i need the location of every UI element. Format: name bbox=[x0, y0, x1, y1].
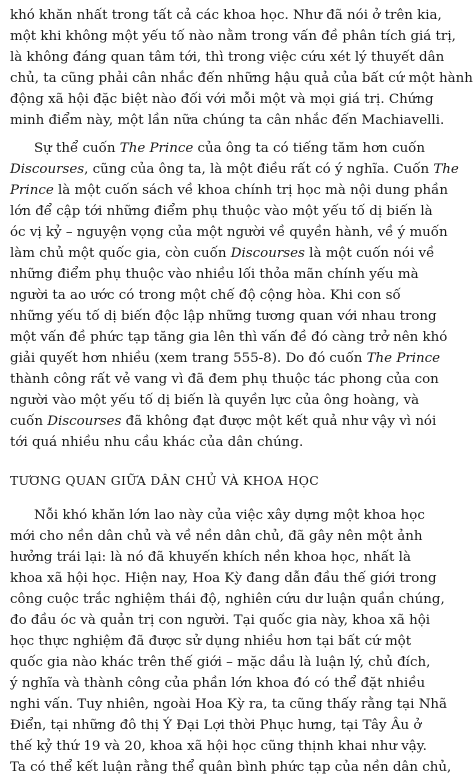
text-line: động xã hội đặc biệt nào đối với mỗi một và mọi giá trị. Chứng bbox=[10, 92, 434, 107]
text-line: một khi không một yếu tố nào nằm trong vấn đề phân tích giá trị, bbox=[10, 29, 456, 44]
text-line: hưởng trái lại: là nó đã khuyến khích nền khoa học, nhất là bbox=[10, 550, 411, 565]
text-line bbox=[10, 159, 459, 180]
text-line bbox=[10, 306, 442, 327]
text-line bbox=[10, 411, 442, 432]
text-run: lớn để cập tới những điểm phụ thuộc vào một yếu tố dị biến là bbox=[10, 204, 433, 219]
text-line: khó khăn nhất trong tất cả các khoa học. Như đã nói ở trên kia, bbox=[10, 8, 442, 23]
book-title: The Prince bbox=[119, 141, 194, 156]
text-line bbox=[10, 348, 442, 369]
book-title: The Prince bbox=[366, 351, 441, 366]
text-line: khoa xã hội học. Hiện nay, Hoa Kỳ đang dẫn đầu thế giới trong bbox=[10, 571, 437, 586]
text-run: tới quá nhiều nhu cầu khác của dân chúng. bbox=[10, 435, 304, 450]
text-run: những điểm phụ thuộc vào nhiều lối thỏa mãn chính yếu mà bbox=[10, 267, 419, 282]
paragraph-1 bbox=[10, 5, 473, 131]
text-line bbox=[10, 285, 442, 306]
text-line bbox=[10, 138, 442, 159]
text-line: nghi vấn. Tuy nhiên, ngoài Hoa Kỳ ra, ta cũng thấy rằng tại Nhã bbox=[10, 697, 448, 712]
section-heading: TƯƠNG QUAN GIỮA DÂN CHỦ VÀ KHOA HỌC bbox=[10, 473, 319, 488]
text-line: công cuộc trắc nghiệm thái độ, nghiên cứu dư luận quần chúng, bbox=[10, 592, 445, 607]
text-line: Nỗi khó khăn lớn lao này của việc xây dựng một khoa học bbox=[34, 508, 425, 523]
book-title: Discourses bbox=[10, 162, 85, 177]
book-title: Prince bbox=[10, 183, 54, 198]
text-line: mới cho nền dân chủ và về nền dân chủ, đã gây nên một ảnh bbox=[10, 529, 423, 544]
text-line: thế kỷ thứ 19 và 20, khoa xã hội học cũng thịnh khai như vậy. bbox=[10, 739, 427, 754]
text-line: ý nghĩa và thành công của phần lớn khoa đó có thể đặt nhiều bbox=[10, 676, 426, 691]
text-run: cuốn bbox=[10, 414, 48, 429]
text-run: , cũng của ông ta, là một điều rất có ý nghĩa. Cuốn bbox=[84, 162, 434, 177]
text-line bbox=[10, 390, 442, 411]
text-run: là một cuốn sách về khoa chính trị học mà nội dung phần bbox=[53, 183, 448, 198]
text-line bbox=[10, 243, 442, 264]
text-run: những yếu tố dị biến độc lập những tương quan với nhau trong bbox=[10, 309, 437, 324]
paragraph-3 bbox=[10, 505, 452, 778]
text-run: người ta ao ước có trong một chế độ cộng hòa. Khi con số bbox=[10, 288, 401, 303]
text-run: người vào một yếu tố dị biến là quyền lực của ông hoàng, và bbox=[10, 393, 420, 408]
text-run: làm chủ một quốc gia, còn cuốn bbox=[10, 246, 231, 261]
text-line: học thực nghiệm đã được sử dụng nhiều hơn tại bất cứ một bbox=[10, 634, 412, 649]
text-line: là không đáng quan tâm tới, thì trong việc cứu xét lý thuyết dân bbox=[10, 50, 445, 65]
text-run: đã không đạt được một kết quả như vậy vì nói bbox=[121, 414, 437, 429]
book-title: Discourses bbox=[47, 414, 122, 429]
book-title: Discourses bbox=[230, 246, 305, 261]
text-line: Điển, tại những đô thị Ý Đại Lợi thời Phục hưng, tại Tây Âu ở bbox=[10, 718, 422, 733]
book-title: The bbox=[433, 162, 459, 177]
text-line bbox=[10, 327, 448, 348]
text-run: là một cuốn nói về bbox=[304, 246, 435, 261]
text-run: của ông ta có tiếng tăm hơn cuốn bbox=[193, 141, 426, 156]
text-run: Sự thể cuốn bbox=[34, 141, 120, 156]
text-line bbox=[10, 201, 442, 222]
text-line bbox=[10, 264, 442, 285]
text-line bbox=[10, 369, 442, 390]
text-line: Ta có thể kết luận rằng thể quân bình phức tạp của nền dân chủ, bbox=[10, 760, 452, 775]
text-line: minh điểm này, một lần nữa chúng ta cân nhắc đến Machiavelli. bbox=[10, 113, 445, 128]
text-run: một vấn đề phức tạp tăng gia lên thì vấn đề đó càng trở nên khó bbox=[10, 330, 448, 345]
text-run: giải quyết hơn nhiều (xem trang 555-8). Do đó cuốn bbox=[10, 351, 367, 366]
text-run: óc vị kỷ – nguyện vọng của một người về quyền hành, về ý muốn bbox=[10, 225, 448, 240]
text-line: quốc gia nào khác trên thế giới – mặc dầu là luận lý, chủ đích, bbox=[10, 655, 431, 670]
text-line bbox=[10, 222, 448, 243]
text-run: thành công rất vẻ vang vì đã đem phụ thuộc tác phong của con bbox=[10, 372, 439, 387]
text-line: đo đầu óc và quản trị con người. Tại quốc gia này, khoa xã hội bbox=[10, 613, 431, 628]
paragraph-2 bbox=[10, 138, 459, 453]
text-line bbox=[10, 180, 448, 201]
text-line bbox=[10, 432, 442, 453]
text-line: chủ, ta cũng phải cân nhắc đến những hậu quả của bất cứ một hành bbox=[10, 71, 473, 86]
